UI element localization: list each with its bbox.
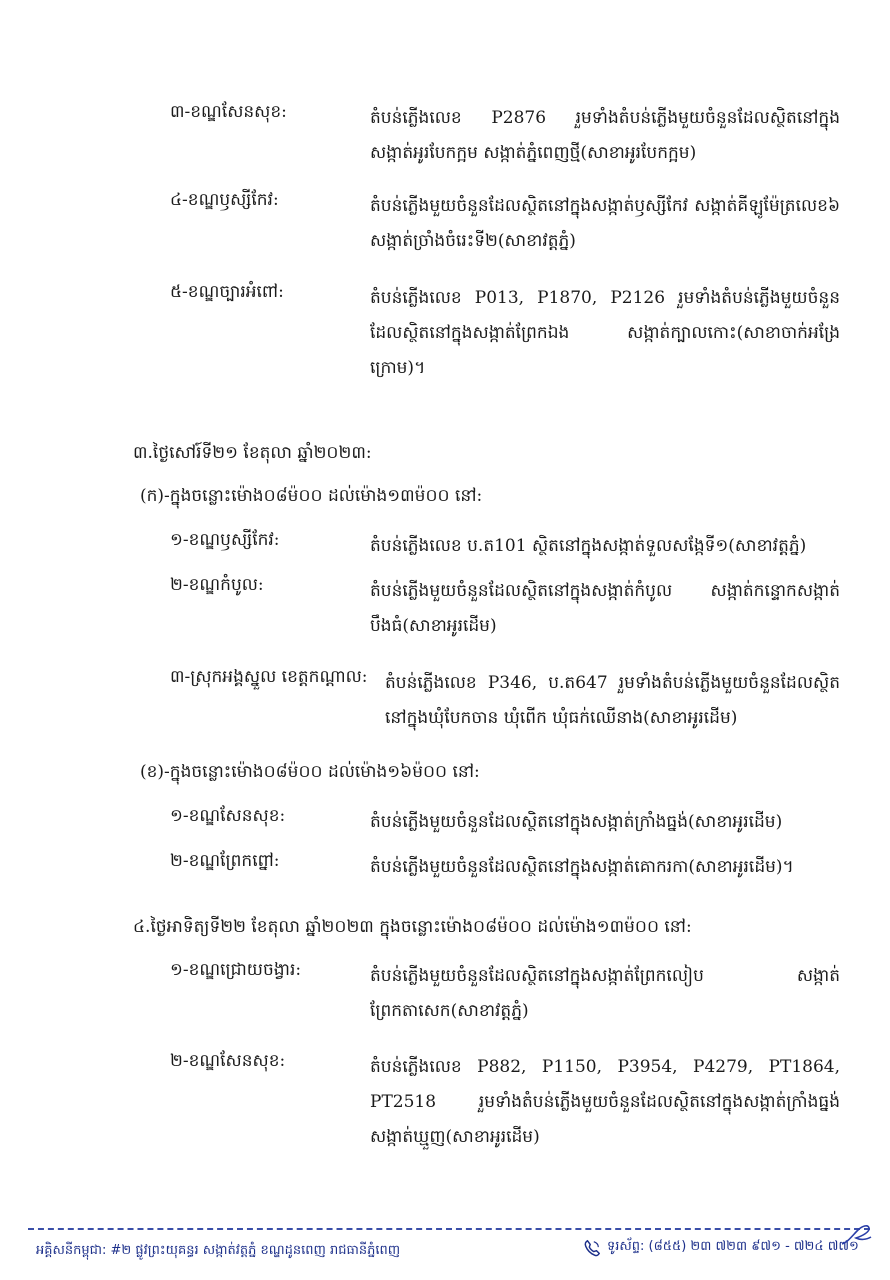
footer-address: អគ្គិសនីកម្ពុជា: #២ ផ្លូវព្រះយុគន្ធរ សង្កាត់វត្តភ្នំ ខណ្ឌដូនពេញ រាជធានីភ្នំពេញ	[36, 1243, 401, 1258]
district-label: ១-ខណ្ឌឫស្សីកែវ:	[170, 530, 280, 550]
district-label: ៣-ខណ្ឌសែនសុខ:	[170, 102, 287, 122]
signature-icon	[838, 1222, 874, 1248]
district-label: ២-ខណ្ឌកំបូល:	[170, 575, 264, 595]
district-description: តំបន់ភ្លើងលេខ P013, P1870, P2126 រួមទាំងតំបន់ភ្លើងមួយចំនួនដែលស្ថិតនៅក្នុងសង្កាត់ព្រែកឯង សង្កាត់ក្បាលកោះ(សាខាចាក់អង្រែក្រោម)។	[370, 288, 840, 378]
district-description: តំបន់ភ្លើងមួយចំនួនដែលស្ថិតនៅក្នុងសង្កាត់ក្រាំងធ្នង់(សាខាអូរដើម)	[370, 812, 783, 832]
footer-phone: ទូរស័ព្ទ: (៨៥៥) ២៣ ៧២៣ ៩៧១ - ៧២៤ ៧៧១	[607, 1239, 859, 1254]
section-heading: ៣.ថ្ងៃសៅរ៍ទី២១ ខែតុលា ឆ្នាំ២០២៣:	[133, 443, 372, 463]
district-label: ៥-ខណ្ឌច្បារអំពៅ:	[170, 282, 284, 302]
subsection-heading: (ខ)-ក្នុងចន្លោះម៉ោង០៨ម៉០០ ដល់ម៉ោង១៦ម៉០០ នៅ:	[140, 762, 480, 782]
district-label: ៤-ខណ្ឌឫស្សីកែវ:	[170, 190, 279, 210]
district-description: តំបន់ភ្លើងមួយចំនួនដែលស្ថិតនៅក្នុងសង្កាត់គោករកា(សាខាអូរដើម)។	[370, 857, 794, 877]
district-description: តំបន់ភ្លើងលេខ P882, P1150, P3954, P4279, PT1864, PT2518 រួមទាំងតំបន់ភ្លើងមួយចំនួនដែលស្ថិតនៅក្នុងសង្កាត់ក្រាំងធ្នង់ សង្កាត់ឃ្មួញ(សាខាអូរដើម)	[370, 1057, 840, 1147]
district-label: ២-ខណ្ឌព្រែកព្នៅ:	[170, 851, 280, 871]
district-label: ២-ខណ្ឌសែនសុខ:	[170, 1051, 286, 1071]
phone-icon	[583, 1239, 601, 1257]
district-label: ១-ខណ្ឌជ្រោយចង្វារ:	[170, 960, 302, 980]
footer-divider	[28, 1228, 870, 1230]
district-label: ៣-ស្រុកអង្គស្នួល ខេត្តកណ្តាល:	[170, 667, 368, 687]
district-description: តំបន់ភ្លើងមួយចំនួនដែលស្ថិតនៅក្នុងសង្កាត់កំបូល សង្កាត់កន្ទោកសង្កាត់បឹងធំ(សាខាអូរដើម)	[370, 581, 840, 636]
district-label: ១-ខណ្ឌសែនសុខ:	[170, 806, 286, 826]
district-description: តំបន់ភ្លើងលេខ ប.ត101 ស្ថិតនៅក្នុងសង្កាត់ទួលសង្កែទី១(សាខាវត្តភ្នំ)	[370, 536, 807, 556]
district-description: តំបន់ភ្លើងលេខ P2876 រួមទាំងតំបន់ភ្លើងមួយចំនួនដែលស្ថិតនៅក្នុងសង្កាត់អូរបែកក្អម សង្កាត់ភ្នំពេញថ្មី(សាខាអូរបែកក្អម)	[370, 108, 840, 163]
footer-contact	[583, 1238, 859, 1257]
subsection-heading: (ក)-ក្នុងចន្លោះម៉ោង០៨ម៉០០ ដល់ម៉ោង១៣ម៉០០ នៅ:	[140, 486, 483, 506]
section-heading: ៤.ថ្ងៃអាទិត្យទី២២ ខែតុលា ឆ្នាំ២០២៣ ក្នុងចន្លោះម៉ោង០៨ម៉០០ ដល់ម៉ោង១៣ម៉០០ នៅ:	[133, 917, 692, 937]
district-description: តំបន់ភ្លើងមួយចំនួនដែលស្ថិតនៅក្នុងសង្កាត់ឫស្សីកែវ សង្កាត់គីឡូម៉ែត្រលេខ៦ សង្កាត់ច្រាំងចំរេះទី២(សាខាវត្តភ្នំ)	[370, 196, 840, 251]
district-description: តំបន់ភ្លើងមួយចំនួនដែលស្ថិតនៅក្នុងសង្កាត់ព្រែកលៀប សង្កាត់ព្រែកតាសេក(សាខាវត្តភ្នំ)	[370, 966, 840, 1021]
district-description: តំបន់ភ្លើងលេខ P346, ប.ត647 រួមទាំងតំបន់ភ្លើងមួយចំនួនដែលស្ថិតនៅក្នុងឃុំបែកចាន ឃុំពើក ឃុំធក់ឈើនាង(សាខាអូរដើម)	[385, 673, 840, 728]
